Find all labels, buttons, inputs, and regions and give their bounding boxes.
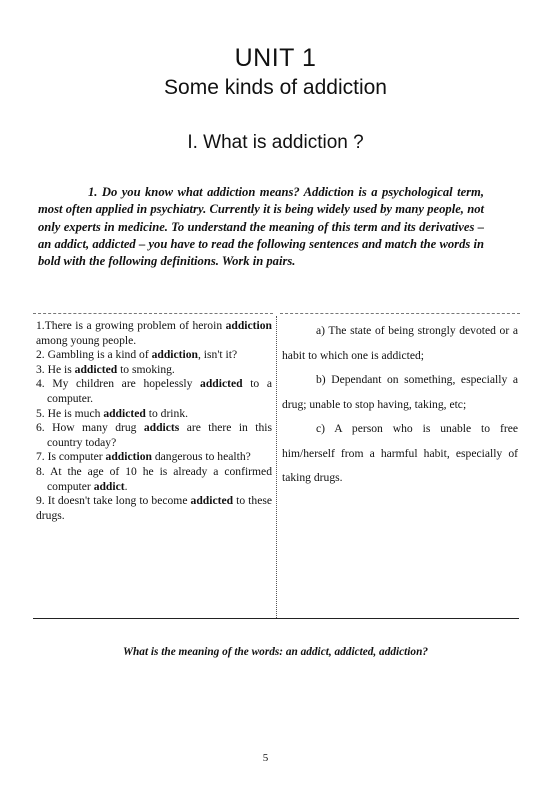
page-number: 5 bbox=[262, 752, 269, 764]
table-bottom-border bbox=[33, 618, 519, 619]
sentence-item bbox=[36, 494, 272, 523]
sentence-text: 9. It doesn't take long to become bbox=[36, 494, 191, 508]
sentence-text: to a computer. bbox=[47, 377, 272, 405]
unit-subtitle: Some kinds of addiction bbox=[164, 76, 387, 99]
table-top-border bbox=[280, 313, 520, 314]
bold-word: addicted bbox=[190, 494, 234, 508]
table-top-border bbox=[33, 313, 273, 314]
section-heading: I. What is addiction ? bbox=[187, 132, 364, 153]
sentence-item bbox=[36, 348, 272, 363]
bold-word: addicted bbox=[74, 362, 118, 376]
definitions-column bbox=[282, 319, 518, 491]
bold-word: addiction bbox=[225, 319, 272, 332]
unit-title: UNIT 1 bbox=[234, 44, 317, 72]
sentence-text: to drink. bbox=[145, 406, 189, 420]
sentence-item bbox=[36, 377, 272, 406]
sentence-item bbox=[36, 319, 272, 348]
sentence-item bbox=[36, 363, 272, 378]
sentence-text: 3. He is bbox=[36, 362, 75, 376]
sentence-item bbox=[36, 407, 272, 422]
sentence-text: to these drugs. bbox=[36, 494, 272, 522]
sentence-text: 7. Is computer bbox=[36, 450, 106, 464]
bold-word: addiction bbox=[105, 450, 152, 464]
sentence-text: 8. At the age of 10 he is already a confirmed computer bbox=[36, 464, 272, 493]
sentence-text: 4. My children are hopelessly bbox=[36, 377, 201, 391]
bold-word: addicts bbox=[143, 421, 180, 435]
sentence-text: are there in this country today? bbox=[47, 421, 272, 449]
sentence-text: , isn't it? bbox=[198, 348, 238, 362]
definition-item: b) Dependant on something, especially a drug; unable to stop having, taking, etc; bbox=[282, 373, 518, 411]
sentences-column bbox=[36, 319, 272, 523]
sentence-text: 6. How many drug bbox=[36, 421, 144, 435]
definition-item: c) A person who is unable to free him/herself from a harmful habit, especially of taking drugs. bbox=[282, 422, 518, 484]
bold-word: addicted bbox=[103, 406, 146, 420]
definition-item: a) The state of being strongly devoted or a habit to which one is addicted; bbox=[282, 324, 518, 362]
sentence-text: to smoking. bbox=[117, 362, 175, 376]
sentence-text: 2. Gambling is a kind of bbox=[36, 348, 152, 362]
follow-up-question: What is the meaning of the words: an addict, addicted, addiction? bbox=[122, 646, 429, 658]
sentence-text: 1.There is a growing problem of heroin bbox=[36, 319, 226, 332]
sentence-item bbox=[36, 465, 272, 494]
sentence-text: among young people. bbox=[36, 333, 137, 347]
bold-word: addiction bbox=[151, 348, 198, 362]
column-divider bbox=[276, 316, 277, 618]
exercise-instructions: 1. Do you know what addiction means? Addiction is a psychological term, most often applied in psychiatry. Currently it is being widely used by many people, not only experts in medicine. To understand the meaning of this term and its derivatives – an addict, addicted – you have to read the following sentences and match the words in bold with the following definitions. Work in pairs. bbox=[38, 185, 484, 269]
sentence-item bbox=[36, 450, 272, 465]
bold-word: addicted bbox=[200, 377, 243, 391]
sentence-item bbox=[36, 421, 272, 450]
bold-word: addict bbox=[93, 479, 125, 493]
sentence-text: 5. He is much bbox=[36, 406, 104, 420]
sentence-text: dangerous to health? bbox=[151, 450, 251, 464]
sentence-text: . bbox=[124, 479, 128, 493]
